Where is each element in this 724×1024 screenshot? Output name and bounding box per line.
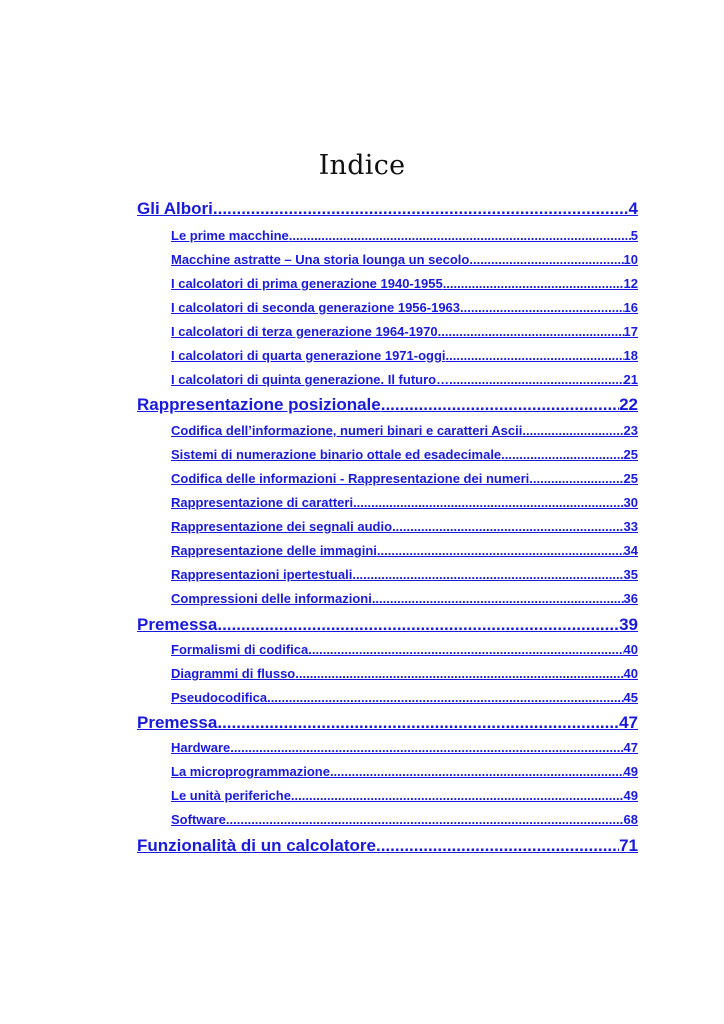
toc-entry[interactable]: Pseudocodifica ..... 45	[171, 690, 638, 705]
toc-entry[interactable]: I calcolatori di prima generazione 1940-1955 ..... 12	[171, 276, 638, 291]
toc-entry[interactable]: I calcolatori di quarta generazione 1971-oggi ..... 18	[171, 348, 638, 363]
toc-entry[interactable]: I calcolatori di terza generazione 1964-1970 ..... 17	[171, 324, 638, 339]
toc-entry[interactable]: I calcolatori di quinta generazione. Il futuro… ..... 21	[171, 372, 638, 387]
toc-entry[interactable]: Premessa ..... 39	[137, 615, 638, 635]
toc-entry[interactable]: Formalismi di codifica ..... 40	[171, 642, 638, 657]
toc-entry[interactable]: I calcolatori di seconda generazione 1956-1963 ..... 16	[171, 300, 638, 315]
toc-entry[interactable]: Gli Albori ..... 4	[137, 199, 638, 219]
toc-entry[interactable]: Rappresentazione posizionale ..... 22	[137, 395, 638, 415]
toc-entry[interactable]: Hardware ..... 47	[171, 740, 638, 755]
toc-entry[interactable]: Sistemi di numerazione binario ottale ed esadecimale ..... 25	[171, 447, 638, 462]
toc-entry[interactable]: La microprogrammazione ..... 49	[171, 764, 638, 779]
toc-entry[interactable]: Codifica dell’informazione, numeri binari e caratteri Ascii ..... 23	[171, 423, 638, 438]
toc-entry[interactable]: Software ..... 68	[171, 812, 638, 827]
toc-entry[interactable]: Macchine astratte – Una storia lounga un secolo ..... 10	[171, 252, 638, 267]
toc-entry[interactable]: Rappresentazione dei segnali audio ..... 33	[171, 519, 638, 534]
toc-entry[interactable]: Compressioni delle informazioni ..... 36	[171, 591, 638, 606]
toc-entry[interactable]: Diagrammi di flusso ..... 40	[171, 666, 638, 681]
toc-entry[interactable]: Rappresentazione di caratteri ..... 30	[171, 495, 638, 510]
toc-entry[interactable]: Codifica delle informazioni - Rappresentazione dei numeri ..... 25	[171, 471, 638, 486]
toc-entry[interactable]: Rappresentazioni ipertestuali ..... 35	[171, 567, 638, 582]
toc-entry[interactable]: Funzionalità di un calcolatore ..... 71	[137, 836, 638, 856]
toc-entry[interactable]: Premessa ..... 47	[137, 713, 638, 733]
toc-entry[interactable]: Le prime macchine ..... 5	[171, 228, 638, 243]
toc-entry[interactable]: Rappresentazione delle immagini ..... 34	[171, 543, 638, 558]
page-title: Indice	[318, 150, 406, 181]
toc-entry[interactable]: Le unità periferiche ..... 49	[171, 788, 638, 803]
